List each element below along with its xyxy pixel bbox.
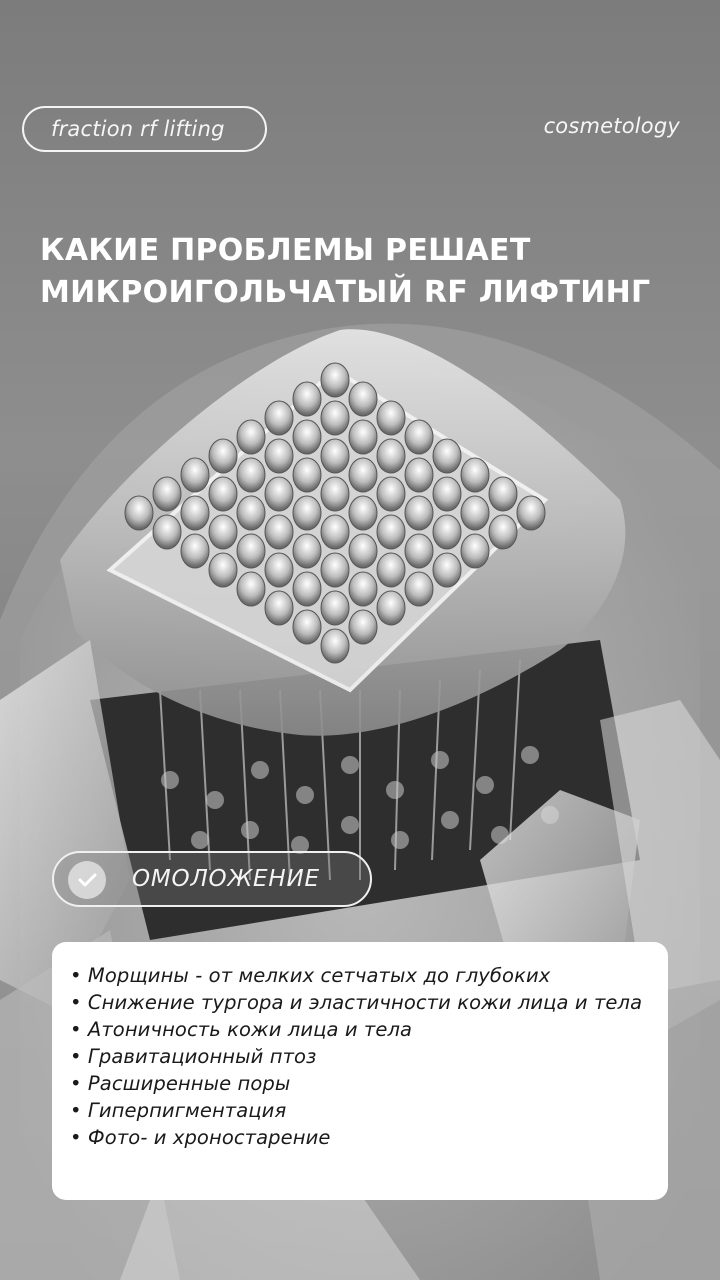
needle-cone: [265, 477, 293, 511]
needle-cone: [265, 439, 293, 473]
needle-cone: [153, 515, 181, 549]
needle-cone: [405, 572, 433, 606]
list-item-text: Гравитационный птоз: [87, 1045, 317, 1068]
list-item: [70, 1070, 650, 1097]
problems-list: [70, 962, 650, 1151]
needle-cone: [489, 477, 517, 511]
bullet: •: [70, 1045, 88, 1068]
list-item-text: Атоничность кожи лица и тела: [87, 1018, 413, 1041]
needle-cone: [349, 572, 377, 606]
list-item: [70, 1016, 650, 1043]
list-item: [70, 1097, 650, 1124]
needle-cone: [293, 572, 321, 606]
needle-cone: [265, 401, 293, 435]
needle-cone: [461, 534, 489, 568]
topic-tag: fraction rf lifting: [22, 106, 267, 152]
needle-cone: [377, 591, 405, 625]
needle-cone: [321, 515, 349, 549]
needle-cone: [377, 477, 405, 511]
bullet: •: [70, 964, 88, 987]
needle-cone: [125, 496, 153, 530]
needle-cone: [377, 401, 405, 435]
problems-card: [52, 942, 668, 1200]
needle-cone: [405, 496, 433, 530]
needle-cone: [377, 515, 405, 549]
needle-cone: [237, 496, 265, 530]
needle-cone: [153, 477, 181, 511]
title-line-2: МИКРОИГОЛЬЧАТЫЙ RF ЛИФТИНГ: [40, 275, 651, 310]
list-item-text: Гиперпигментация: [87, 1099, 287, 1122]
needle-cone: [237, 420, 265, 454]
needle-cone: [237, 458, 265, 492]
list-item-text: Снижение тургора и эластичности кожи лица и тела: [87, 991, 643, 1014]
needle-cone: [293, 534, 321, 568]
bullet: •: [70, 1018, 88, 1041]
needle-cone: [321, 363, 349, 397]
needle-cone: [321, 401, 349, 435]
section-chip-label: ОМОЛОЖЕНИЕ: [132, 866, 320, 892]
needle-cone: [433, 515, 461, 549]
needle-cone: [265, 515, 293, 549]
needle-cone: [405, 458, 433, 492]
needle-cone: [209, 553, 237, 587]
needle-cone: [433, 477, 461, 511]
needle-cone: [293, 610, 321, 644]
title-line-1: КАКИЕ ПРОБЛЕМЫ РЕШАЕТ: [40, 233, 531, 268]
needle-cone: [349, 610, 377, 644]
needle-cone: [377, 439, 405, 473]
needle-cone: [349, 534, 377, 568]
needle-cone: [517, 496, 545, 530]
needle-cone: [237, 572, 265, 606]
needle-cone: [209, 439, 237, 473]
needle-cone: [321, 439, 349, 473]
bullet: •: [70, 991, 88, 1014]
needle-cone: [293, 496, 321, 530]
needle-cone: [349, 458, 377, 492]
needle-cone: [321, 553, 349, 587]
needle-cone: [181, 458, 209, 492]
needle-cone: [433, 439, 461, 473]
list-item: [70, 989, 650, 1016]
needle-cone: [377, 553, 405, 587]
category-label: cosmetology: [543, 114, 680, 138]
needle-cone: [433, 553, 461, 587]
needle-cone: [461, 458, 489, 492]
needle-cone: [293, 382, 321, 416]
list-item-text: Морщины - от мелких сетчатых до глубоких: [87, 964, 551, 987]
needle-cone: [265, 553, 293, 587]
needle-cone: [405, 420, 433, 454]
list-item-text: Расширенные поры: [87, 1072, 291, 1095]
needle-cone: [293, 458, 321, 492]
needle-cone: [321, 591, 349, 625]
needle-cone: [349, 420, 377, 454]
needle-cone: [461, 496, 489, 530]
list-item-text: Фото- и хроностарение: [87, 1126, 331, 1149]
list-item: [70, 962, 650, 989]
check-icon: [68, 861, 106, 899]
needle-cone: [181, 496, 209, 530]
bullet: •: [70, 1099, 88, 1122]
needle-cone: [405, 534, 433, 568]
needle-cone: [209, 515, 237, 549]
needle-cone: [293, 420, 321, 454]
needle-cone: [237, 534, 265, 568]
bullet: •: [70, 1126, 88, 1149]
needle-cone: [265, 591, 293, 625]
needle-cone: [489, 515, 517, 549]
needle-cone: [209, 477, 237, 511]
list-item: [70, 1043, 650, 1070]
needle-cone: [181, 534, 209, 568]
needle-cone: [349, 382, 377, 416]
bullet: •: [70, 1072, 88, 1095]
section-chip: [52, 851, 372, 907]
needle-cone: [321, 629, 349, 663]
needle-cone: [349, 496, 377, 530]
page-title: [40, 230, 680, 314]
list-item: [70, 1124, 650, 1151]
needle-cone: [321, 477, 349, 511]
